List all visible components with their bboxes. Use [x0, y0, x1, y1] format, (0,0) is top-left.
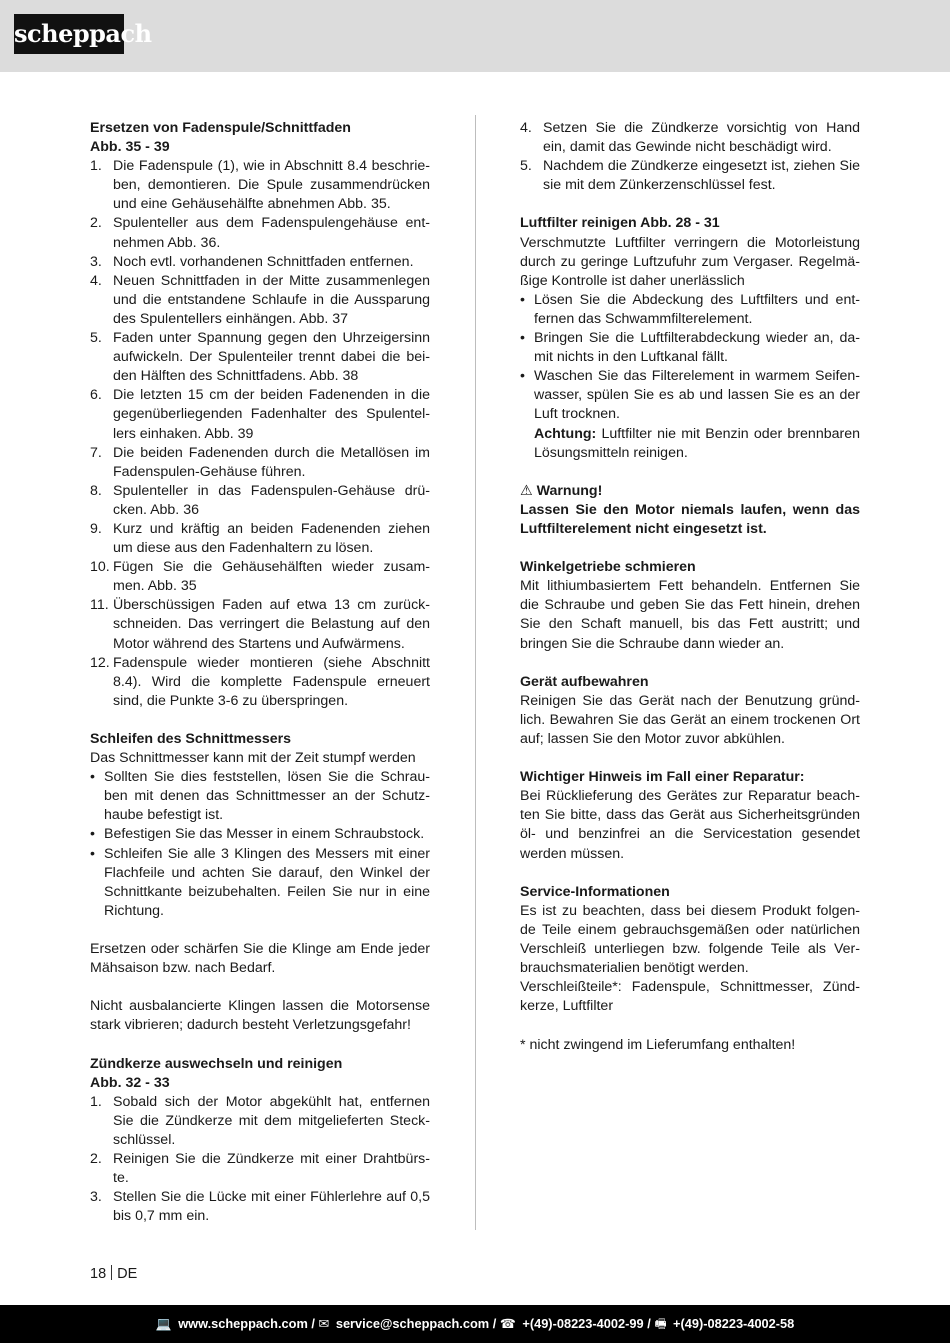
bullet-text: Schleifen Sie alle 3 Klingen des Messers mit einer Flachfeile und achten Sie darauf, den Winkel der Schnittkante beizubehalten. Feilen Sie nur in eine Richtung. — [104, 845, 430, 919]
section-title: Gerät aufbewahren — [520, 673, 649, 690]
bullet-icon: • — [520, 330, 525, 347]
bullet-icon: • — [90, 845, 95, 862]
bullet-text: Sollten Sie dies feststellen, lösen Sie die Schrau-ben mit denen das Schnittmesser an der Schutz-haube befestigt ist. — [104, 769, 430, 824]
section-subtitle: Abb. 32 - 33 — [90, 1074, 170, 1091]
bullet-icon: • — [90, 826, 95, 843]
list-number: 1. — [90, 158, 102, 175]
list-item — [90, 558, 430, 596]
bullet-list — [520, 291, 860, 425]
page-header — [0, 0, 950, 72]
list-item — [90, 596, 430, 653]
list-number: 8. — [90, 482, 102, 499]
fax-icon: 🖷 — [654, 1316, 667, 1331]
bullet-text: Bringen Sie die Luftfilterabdeckung wieder an, da-mit nichts in den Luftkanal fällt. — [534, 330, 860, 366]
list-text: Faden unter Spannung gegen den Uhrzeigersinn aufwickeln. Der Spulenteiler trennt dabei die bei-den Hälften des Schnittfadens. Abb. 38 — [113, 330, 430, 385]
bullet-item — [520, 329, 860, 367]
paragraph: Reinigen Sie das Gerät nach der Benutzung gründ-lich. Bewahren Sie das Gerät an einem trockenen Ort auf; lassen Sie den Motor zuvor abkühlen. — [520, 692, 860, 747]
list-item — [90, 157, 430, 214]
note — [520, 425, 860, 463]
list-item — [90, 520, 430, 558]
list-number: 2. — [90, 1151, 102, 1168]
phone-icon: ☎ — [499, 1316, 516, 1331]
paragraph: Verschmutzte Luftfilter verringern die Motorleistung durch zu geringe Luftzufuhr zum Vergaser. Regelmä-ßige Kontrolle ist daher unerlässlich — [520, 234, 860, 289]
section-title: Ersetzen von Fadenspule/Schnittfaden — [90, 120, 351, 136]
bullet-item — [520, 291, 860, 329]
list-text: Fadenspule wieder montieren (siehe Abschnitt 8.4). Wird die komplette Fadenspule erneuert sind, die Punkte 3-6 zu überspringen. — [113, 654, 430, 709]
list-item — [90, 329, 430, 386]
computer-icon: 💻 — [155, 1316, 172, 1331]
list-text: Noch evtl. vorhandenen Schnittfaden entfernen. — [113, 253, 414, 270]
list-text: Nachdem die Zündkerze eingesetzt ist, ziehen Sie sie mit dem Zünkerzenschlüssel fest. — [543, 158, 860, 194]
list-number: 5. — [90, 330, 102, 347]
list-number: 5. — [520, 158, 532, 175]
list-item — [90, 444, 430, 482]
bullet-item — [90, 825, 430, 844]
list-number: 4. — [90, 272, 102, 289]
list-number: 12. — [90, 654, 110, 671]
paragraph: Verschleißteile*: Fadenspule, Schnittmesser, Zünd-kerze, Luftfilter — [520, 979, 860, 1015]
paragraph: Mit lithiumbasiertem Fett behandeln. Entfernen Sie die Schraube und geben Sie das Fett hinein, drehen Sie den Schaft manuell, bis das Fett austritt; und bringen Sie die Schraube dann wieder an. — [520, 578, 860, 652]
numbered-list — [90, 157, 430, 711]
bullet-icon: • — [520, 368, 525, 385]
list-text: Die letzten 15 cm der beiden Fadenenden in die gegenüberliegenden Fadenhalter des Spulentel-lers einhaken. Abb. 39 — [113, 387, 430, 442]
list-item — [90, 272, 430, 329]
list-number: 2. — [90, 215, 102, 232]
section-title: Zündkerze auswechseln und reinigen — [90, 1055, 343, 1072]
section-title: Luftfilter reinigen Abb. 28 - 31 — [520, 215, 720, 232]
footnote: * nicht zwingend im Lieferumfang enthalten! — [520, 1036, 796, 1053]
numbered-list — [520, 119, 860, 195]
page-number — [90, 1265, 137, 1282]
paragraph: Ersetzen oder schärfen Sie die Klinge am Ende jeder Mähsaison bzw. nach Bedarf. — [90, 941, 430, 977]
list-text: Kurz und kräftig an beiden Fadenenden ziehen um diese aus den Fadenhaltern zu lösen. — [113, 520, 430, 557]
paragraph: Bei Rücklieferung des Gerätes zur Reparatur beach-ten Sie bitte, dass das Gerät aus Sicherheitsgründen öl- und benzinfrei an die Servicestation gesendet werden müssen. — [520, 788, 860, 862]
list-number: 11. — [90, 597, 109, 614]
list-text: Stellen Sie die Lücke mit einer Fühlerlehre auf 0,5 bis 0,7 mm ein. — [113, 1189, 430, 1225]
list-number: 6. — [90, 387, 102, 404]
list-text: Setzen Sie die Zündkerze vorsichtig von Hand ein, damit das Gewinde nicht beschädigt wird. — [543, 120, 860, 156]
list-item — [90, 654, 430, 711]
list-number: 4. — [520, 120, 532, 136]
list-item — [520, 157, 860, 195]
note-text: Luftfilter nie mit Benzin oder brennbaren Lösungsmitteln reinigen. — [534, 425, 860, 461]
list-text: Spulenteller aus dem Fadenspulengehäuse ent-nehmen Abb. 36. — [113, 215, 430, 251]
list-text: Überschüssigen Faden auf etwa 13 cm zurück-schneiden. Das verringert die Belastung auf den Motor während des Startens und Aufwärmens. — [113, 597, 430, 652]
bullet-icon: • — [90, 769, 95, 786]
page-num: 18 — [90, 1266, 107, 1282]
list-item — [520, 119, 860, 157]
list-item — [90, 482, 430, 520]
paragraph: Nicht ausbalancierte Klingen lassen die Motorsense stark vibrieren; dadurch besteht Verletzungsgefahr! — [90, 998, 430, 1034]
note-label: Achtung: — [534, 425, 597, 442]
brand-logo: scheppach — [14, 14, 124, 54]
list-text: Neuen Schnittfaden in der Mitte zusammenlegen und die entstandene Schlaufe in die Aussparung des Spulentellers einhängen. Abb. 37 — [113, 272, 430, 327]
phone-number: +(49)-08223-4002-99 / — [522, 1316, 651, 1331]
list-number: 3. — [90, 1189, 102, 1206]
list-text: Fügen Sie die Gehäusehälften wieder zusam-men. Abb. 35 — [113, 559, 430, 595]
left-column — [90, 119, 430, 1226]
list-item — [90, 386, 430, 443]
bullet-icon: • — [520, 291, 525, 308]
list-number: 9. — [90, 520, 102, 537]
page-lang: DE — [117, 1266, 138, 1282]
page-footer — [0, 1305, 950, 1343]
website-link[interactable]: www.scheppach.com / — [178, 1316, 315, 1331]
list-number: 7. — [90, 444, 102, 461]
list-item — [90, 214, 430, 252]
right-column — [520, 119, 860, 1055]
column-divider — [475, 115, 476, 1230]
bullet-item — [520, 367, 860, 424]
list-number: 1. — [90, 1093, 102, 1110]
list-text: Sobald sich der Motor abgekühlt hat, entfernen Sie die Zündkerze mit dem mitgelieferten Steck-schlüssel. — [113, 1093, 430, 1148]
list-item — [90, 1093, 430, 1150]
bullet-list — [90, 768, 430, 921]
numbered-list — [90, 1093, 430, 1227]
list-number: 3. — [90, 253, 102, 270]
bullet-item — [90, 768, 430, 825]
section-title: Service-Informationen — [520, 883, 670, 900]
paragraph: Das Schnittmesser kann mit der Zeit stumpf werden — [90, 750, 416, 767]
bullet-text: Befestigen Sie das Messer in einem Schraubstock. — [104, 826, 425, 843]
list-text: Reinigen Sie die Zündkerze mit einer Drahtbürs-te. — [113, 1151, 430, 1187]
section-title: Winkelgetriebe schmieren — [520, 559, 696, 576]
fax-number: +(49)-08223-4002-58 — [672, 1316, 795, 1331]
section-title: Wichtiger Hinweis im Fall einer Reparatur: — [520, 769, 805, 786]
warning-text: Lassen Sie den Motor niemals laufen, wenn das Luftfilterelement nicht eingesetzt ist. — [520, 501, 860, 537]
warning-title: ⚠ Warnung! — [520, 482, 603, 499]
bullet-item — [90, 845, 430, 921]
email-link[interactable]: service@scheppach.com / — [335, 1316, 497, 1331]
list-item — [90, 253, 430, 272]
section-subtitle: Abb. 35 - 39 — [90, 139, 170, 156]
bullet-text: Waschen Sie das Filterelement in warmem Seifen-wasser, spülen Sie es ab und lassen Sie es an der Luft trocknen. — [534, 368, 860, 423]
section-title: Schleifen des Schnittmessers — [90, 731, 292, 747]
mail-icon: ✉ — [318, 1316, 330, 1331]
bullet-text: Lösen Sie die Abdeckung des Luftfilters und ent-fernen das Schwammfilterelement. — [534, 291, 860, 327]
list-item — [90, 1188, 430, 1226]
list-text: Die beiden Fadenenden durch die Metallösen im Fadenspulen-Gehäuse führen. — [113, 444, 430, 480]
list-number: 10. — [90, 559, 110, 576]
list-item — [90, 1150, 430, 1188]
paragraph: Es ist zu beachten, dass bei diesem Produkt folgen-de Teile einem gebrauchsgemäßen oder natürlichen Verschleiß unterliegen bzw. folgende Teile als Ver-brauchsmaterialien benötigt werden. — [520, 902, 860, 977]
list-text: Die Fadenspule (1), wie in Abschnitt 8.4 beschrie-ben, demontieren. Die Spule zusammendrücken und eine Gehäusehälfte abnehmen Abb. 35. — [113, 158, 430, 213]
list-text: Spulenteller in das Fadenspulen-Gehäuse drü-cken. Abb. 36 — [113, 482, 430, 518]
